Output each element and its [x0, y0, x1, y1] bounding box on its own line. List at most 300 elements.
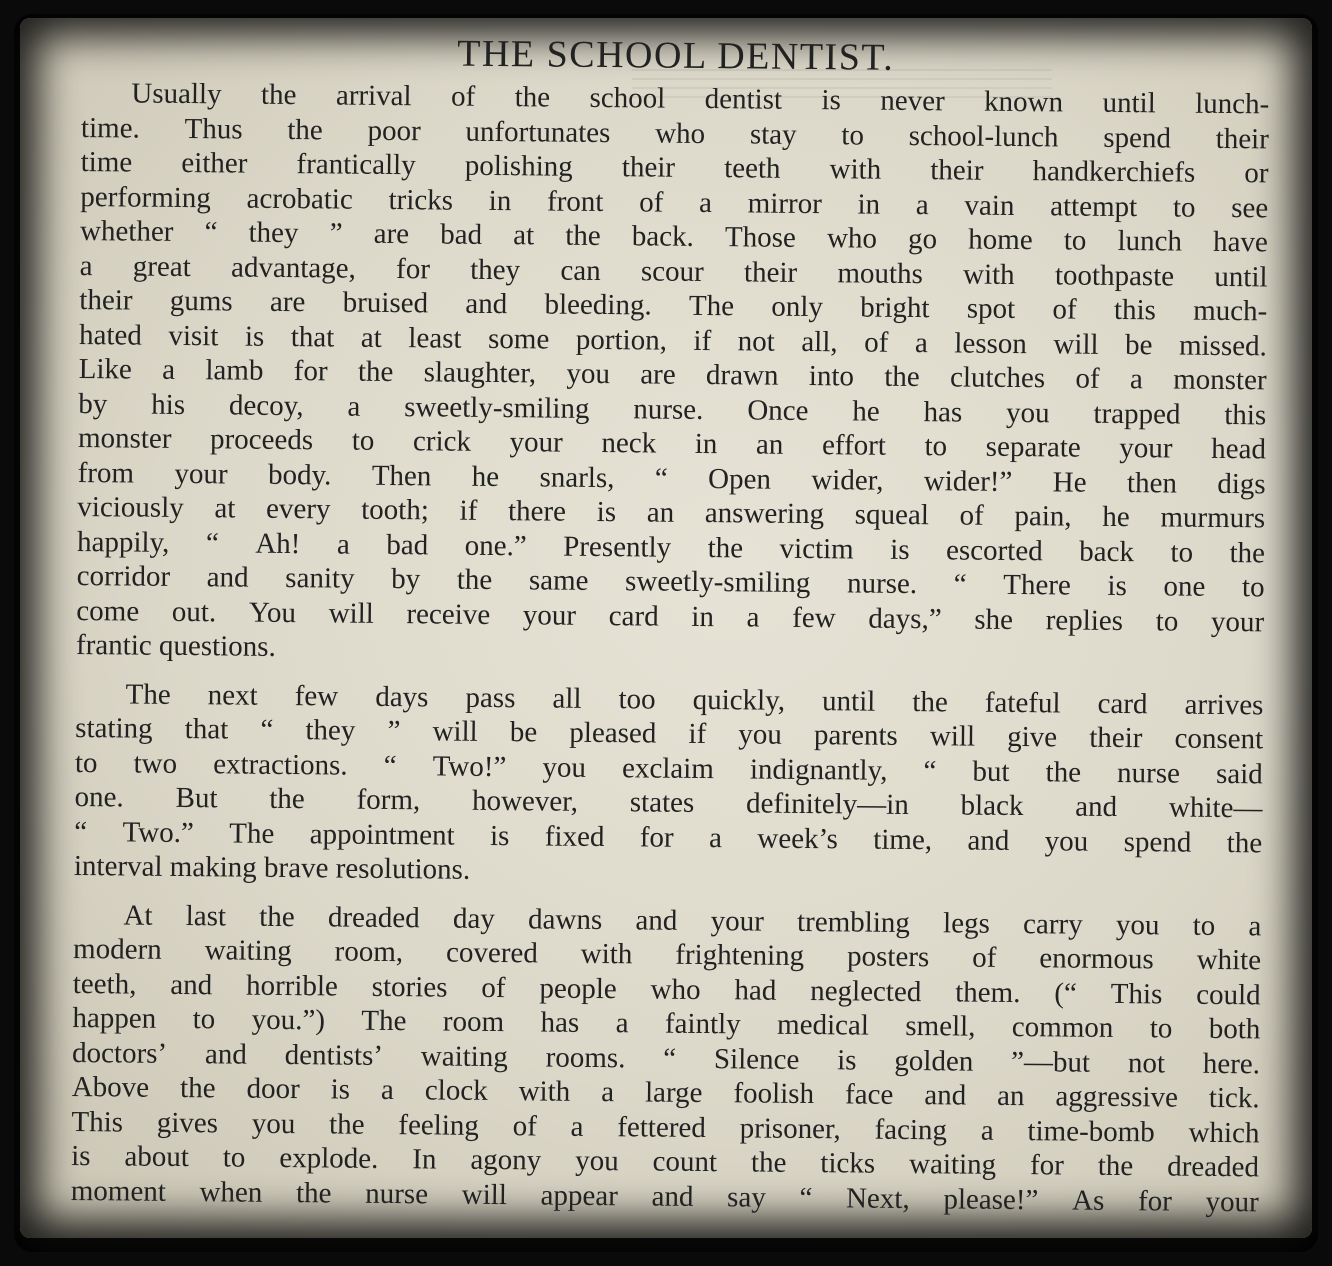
word: nurse: [1116, 756, 1181, 790]
word: to: [1170, 535, 1194, 569]
word: the: [328, 1107, 365, 1141]
word: frantic: [75, 628, 160, 662]
word: to: [1155, 604, 1179, 638]
word: but: [972, 755, 1010, 788]
word: exclaim: [621, 751, 715, 785]
word: an: [755, 428, 784, 461]
word: if: [693, 324, 712, 357]
word: room,: [334, 935, 404, 969]
word: dreaded: [327, 900, 420, 934]
word: Those: [724, 221, 797, 254]
word: nurse.: [633, 392, 704, 426]
word: a: [336, 527, 350, 561]
word: few: [294, 679, 339, 712]
word: Ah!: [255, 527, 301, 560]
word: his: [151, 388, 186, 421]
word: will: [461, 1178, 508, 1211]
word: the: [287, 113, 323, 146]
word: card: [608, 599, 659, 633]
word: lunch-: [1195, 87, 1270, 121]
word: give: [1007, 720, 1058, 754]
word: “: [654, 462, 668, 495]
word: sweetly-smiling: [624, 565, 811, 600]
word: He: [1052, 465, 1087, 499]
word: and: [465, 287, 508, 321]
word: an: [996, 1079, 1025, 1113]
word: who: [650, 973, 701, 1006]
word: their: [1215, 122, 1270, 155]
word: tooth;: [361, 493, 430, 527]
word: corridor: [76, 559, 171, 593]
word: gives: [156, 1106, 219, 1139]
word: a: [79, 249, 93, 282]
word: sanity: [285, 561, 355, 595]
word: Thus: [184, 112, 243, 146]
word: squeal: [854, 498, 930, 532]
word: medical: [776, 1008, 870, 1042]
word: will: [328, 596, 374, 630]
word: in: [694, 427, 718, 461]
word: tick.: [1208, 1081, 1260, 1115]
word: all: [552, 682, 582, 715]
word: one.: [74, 780, 124, 814]
word: to: [192, 1003, 216, 1036]
word: your: [509, 426, 563, 459]
word: Usually: [131, 77, 222, 111]
word: poor: [367, 114, 421, 147]
word: be: [1124, 328, 1153, 361]
word: attempt: [1050, 189, 1138, 223]
word: time.: [80, 111, 140, 145]
word: spend: [1103, 121, 1172, 154]
word: a: [1248, 909, 1262, 942]
word: stories: [371, 970, 448, 1004]
word: bad: [386, 528, 429, 561]
word: their: [1089, 721, 1143, 755]
word: ticks: [820, 1147, 876, 1180]
word: when: [199, 1175, 263, 1209]
word: wider!”: [923, 464, 1013, 498]
word: week’s: [757, 822, 839, 855]
word: and: [967, 824, 1010, 857]
word: however,: [471, 784, 579, 818]
word: has: [540, 1006, 580, 1039]
word: time: [80, 145, 133, 179]
word: their: [621, 151, 676, 184]
word: clutches: [949, 361, 1046, 395]
word: he: [852, 394, 880, 428]
word: prisoner,: [739, 1111, 841, 1145]
word: agony: [470, 1143, 542, 1177]
word: for: [293, 355, 328, 388]
word: form,: [356, 783, 421, 817]
word: here.: [1202, 1047, 1261, 1080]
word: school-lunch: [908, 119, 1059, 153]
word: lunch: [1117, 224, 1183, 258]
word: “: [74, 815, 88, 848]
word: and: [170, 968, 213, 1001]
word: day: [452, 902, 496, 935]
word: ”: [329, 217, 343, 250]
word: As: [1071, 1184, 1105, 1217]
word: a: [347, 390, 361, 423]
word: bad: [440, 218, 483, 251]
word: their: [79, 283, 133, 317]
word: is: [244, 320, 265, 353]
word: replies: [1045, 603, 1124, 637]
word: digs: [1217, 467, 1266, 500]
word: appear: [540, 1178, 619, 1212]
word: of: [512, 1109, 538, 1142]
word: until: [821, 684, 876, 718]
word: that: [184, 713, 229, 746]
word: days,”: [868, 602, 942, 635]
word: the: [456, 563, 493, 596]
word: to: [924, 430, 948, 463]
word: tricks: [388, 183, 454, 217]
word: and: [204, 1037, 248, 1071]
word: happily,: [76, 525, 170, 559]
word: missed.: [1178, 329, 1267, 362]
word: a: [980, 1114, 994, 1147]
word: is: [596, 495, 617, 529]
word: separate: [985, 430, 1081, 464]
book-page: [20, 18, 1312, 1238]
word: and: [1075, 790, 1118, 823]
word: scour: [640, 254, 704, 288]
word: you: [1005, 396, 1050, 429]
word: come: [76, 594, 140, 628]
word: of: [1052, 293, 1077, 326]
word: Two.”: [122, 815, 194, 849]
word: will: [1053, 327, 1099, 361]
word: or: [1244, 157, 1269, 190]
word: parents: [813, 719, 898, 752]
word: for: [639, 820, 674, 854]
article: [71, 26, 1270, 1225]
word: an: [646, 496, 675, 529]
word: all,: [801, 325, 838, 358]
word: of: [1075, 362, 1100, 395]
word: to: [841, 118, 865, 152]
word: you: [542, 750, 587, 784]
word: the: [357, 355, 394, 389]
word: you: [251, 1107, 296, 1140]
word: for: [1137, 1184, 1173, 1218]
word: count: [652, 1145, 718, 1179]
word: your: [522, 598, 577, 632]
word: the: [179, 1071, 216, 1105]
word: back.: [631, 220, 695, 253]
word: you.”): [251, 1003, 326, 1037]
word: The: [229, 816, 275, 850]
word: “: [205, 526, 219, 559]
word: please!”: [943, 1182, 1039, 1216]
word: white—: [1168, 791, 1263, 825]
word: the: [1097, 1149, 1134, 1183]
word: murmurs: [1160, 501, 1266, 535]
word: Two!”: [432, 749, 507, 783]
word: same: [528, 564, 589, 597]
word: few: [792, 601, 836, 634]
word: and: [206, 561, 249, 594]
word: dawns: [527, 902, 603, 936]
word: trapped: [1093, 397, 1181, 431]
word: could: [1196, 978, 1261, 1011]
word: people: [539, 971, 617, 1005]
word: your: [1210, 605, 1265, 638]
word: teeth,: [72, 967, 137, 1001]
word: facing: [874, 1113, 948, 1146]
word: to: [222, 1141, 246, 1174]
word: to: [74, 746, 98, 779]
word: with: [962, 257, 1015, 291]
word: “: [799, 1181, 813, 1214]
word: pass: [465, 681, 516, 714]
word: (“: [1054, 976, 1078, 1010]
word: if: [688, 717, 707, 751]
word: monster: [77, 421, 172, 455]
word: to: [1192, 909, 1216, 942]
word: definitely—in: [745, 787, 909, 821]
word: fixed: [544, 819, 605, 853]
word: faintly: [664, 1007, 741, 1041]
word: with: [518, 1075, 571, 1108]
word: and: [635, 903, 678, 937]
word: had: [734, 973, 777, 1007]
word: is: [837, 1043, 857, 1076]
word: carry: [1022, 907, 1083, 941]
word: proceeds: [209, 423, 314, 457]
word: lesson: [954, 326, 1028, 360]
word: resolutions.: [335, 852, 471, 886]
word: “: [383, 749, 397, 782]
word: head: [1211, 432, 1267, 466]
word: mouths: [837, 256, 923, 290]
word: effort: [821, 429, 887, 462]
word: front: [546, 184, 604, 218]
word: waiting: [908, 1147, 997, 1181]
word: decoy,: [228, 388, 304, 422]
word: the: [884, 360, 920, 394]
word: ”—but: [1010, 1045, 1091, 1079]
word: the: [1229, 536, 1266, 569]
word: Like: [78, 352, 133, 386]
word: and: [651, 1180, 694, 1213]
word: viciously: [77, 490, 184, 524]
word: teeth: [723, 152, 781, 185]
word: “: [953, 568, 967, 601]
word: Presently: [563, 530, 672, 564]
word: trembling: [796, 905, 911, 939]
word: the: [259, 900, 295, 933]
word: feeling: [398, 1108, 480, 1142]
word: this: [1224, 398, 1267, 431]
word: questions.: [158, 629, 276, 663]
word: a: [915, 188, 929, 221]
article-body: [71, 76, 1270, 1219]
word: dentist: [704, 82, 783, 116]
word: the: [269, 782, 305, 816]
word: At: [123, 898, 153, 932]
word: monster: [1173, 363, 1267, 397]
word: with: [829, 153, 882, 186]
word: some: [487, 322, 550, 355]
word: dreaded: [1167, 1150, 1260, 1184]
word: only: [771, 290, 824, 324]
word: spot: [966, 292, 1016, 325]
word: This: [1110, 977, 1163, 1010]
word: bruised: [342, 286, 429, 320]
word: Then: [371, 459, 432, 492]
word: of: [450, 80, 476, 113]
word: the: [707, 531, 744, 564]
word: face: [844, 1078, 894, 1111]
word: pleased: [569, 716, 657, 750]
word: not: [737, 324, 775, 358]
word: dentists’: [284, 1038, 384, 1072]
word: said: [1215, 757, 1263, 790]
word: is: [890, 533, 910, 566]
word: at: [513, 219, 535, 252]
word: time-bomb: [1027, 1114, 1155, 1148]
word: door: [246, 1072, 300, 1106]
word: crick: [412, 425, 472, 458]
word: of: [972, 941, 997, 974]
word: whether: [79, 214, 174, 248]
word: receive: [406, 597, 491, 631]
word: “: [204, 216, 218, 249]
word: back: [1079, 535, 1135, 568]
word: your: [1119, 431, 1173, 465]
word: polishing: [464, 149, 573, 183]
word: white: [1196, 943, 1262, 977]
word: unfortunates: [465, 115, 611, 149]
word: escorted: [945, 533, 1043, 567]
word: out.: [171, 595, 217, 628]
word: to: [1149, 1012, 1173, 1045]
word: until: [1214, 260, 1268, 293]
word: for: [1029, 1149, 1065, 1182]
word: frightening: [675, 938, 805, 972]
word: will: [432, 715, 478, 748]
word: much-: [1193, 294, 1268, 328]
word: doctors’: [71, 1036, 168, 1070]
word: slaughter,: [423, 356, 537, 390]
word: they: [305, 714, 356, 747]
word: interval: [73, 849, 170, 883]
word: portion,: [575, 323, 668, 357]
word: “: [923, 754, 937, 787]
word: sweetly-smiling: [404, 390, 590, 425]
word: your: [174, 457, 228, 490]
word: moment: [70, 1174, 167, 1208]
word: stating: [75, 711, 153, 745]
word: room: [442, 1005, 505, 1039]
word: bleeding.: [544, 288, 652, 322]
word: has: [923, 395, 963, 428]
word: explode.: [279, 1141, 379, 1175]
word: in: [857, 187, 881, 221]
word: at: [214, 492, 236, 525]
word: card: [1097, 687, 1148, 720]
word: a: [570, 1110, 584, 1143]
word: bright: [860, 291, 930, 325]
word: acrobatic: [246, 182, 353, 216]
word: mirror: [747, 186, 822, 220]
word: you: [566, 357, 611, 391]
word: the: [750, 1146, 787, 1179]
word: vain: [964, 188, 1015, 222]
word: their: [930, 154, 984, 187]
word: toothpaste: [1054, 258, 1175, 292]
word: But: [175, 781, 218, 815]
word: waiting: [420, 1039, 508, 1073]
word: you: [1044, 824, 1089, 858]
word: never: [880, 84, 945, 118]
word: your: [1205, 1185, 1259, 1218]
word: is: [489, 819, 510, 852]
word: arrives: [1184, 688, 1264, 721]
word: foolish: [733, 1077, 815, 1111]
word: states: [629, 786, 695, 819]
word: clock: [424, 1074, 488, 1107]
word: a: [615, 1007, 629, 1040]
word: spend: [1123, 825, 1192, 859]
word: is: [821, 84, 841, 117]
word: a: [708, 821, 723, 854]
word: golden: [894, 1044, 974, 1078]
word: either: [181, 146, 248, 180]
word: a: [914, 326, 928, 359]
word: about: [124, 1140, 190, 1174]
word: stay: [749, 117, 797, 151]
word: victim: [779, 532, 854, 565]
word: the: [912, 685, 948, 718]
word: gums: [169, 284, 233, 318]
word: Above: [71, 1070, 150, 1104]
word: In: [412, 1143, 437, 1176]
word: then: [1126, 466, 1178, 500]
word: ”: [387, 714, 401, 748]
word: at: [360, 321, 382, 354]
word: nurse.: [846, 567, 918, 601]
word: are: [269, 285, 306, 319]
word: days: [375, 680, 429, 713]
word: in: [691, 600, 715, 633]
word: making: [169, 850, 265, 884]
word: can: [560, 254, 601, 287]
word: which: [1188, 1116, 1260, 1149]
word: modern: [72, 932, 162, 966]
word: pain,: [1014, 499, 1072, 533]
word: advantage,: [230, 250, 357, 285]
word: enormous: [1039, 942, 1154, 976]
article-title: THE SCHOOL DENTIST.: [457, 32, 895, 79]
word: he: [1102, 500, 1130, 534]
word: they: [248, 216, 299, 250]
word: The: [125, 677, 171, 711]
word: happen: [72, 1001, 157, 1035]
word: see: [1231, 191, 1269, 224]
word: go: [907, 222, 938, 256]
word: lamb: [205, 354, 264, 387]
word: This: [71, 1105, 124, 1138]
word: a: [698, 186, 713, 219]
word: are: [640, 358, 676, 391]
word: them.: [955, 975, 1021, 1009]
word: drawn: [705, 359, 779, 392]
